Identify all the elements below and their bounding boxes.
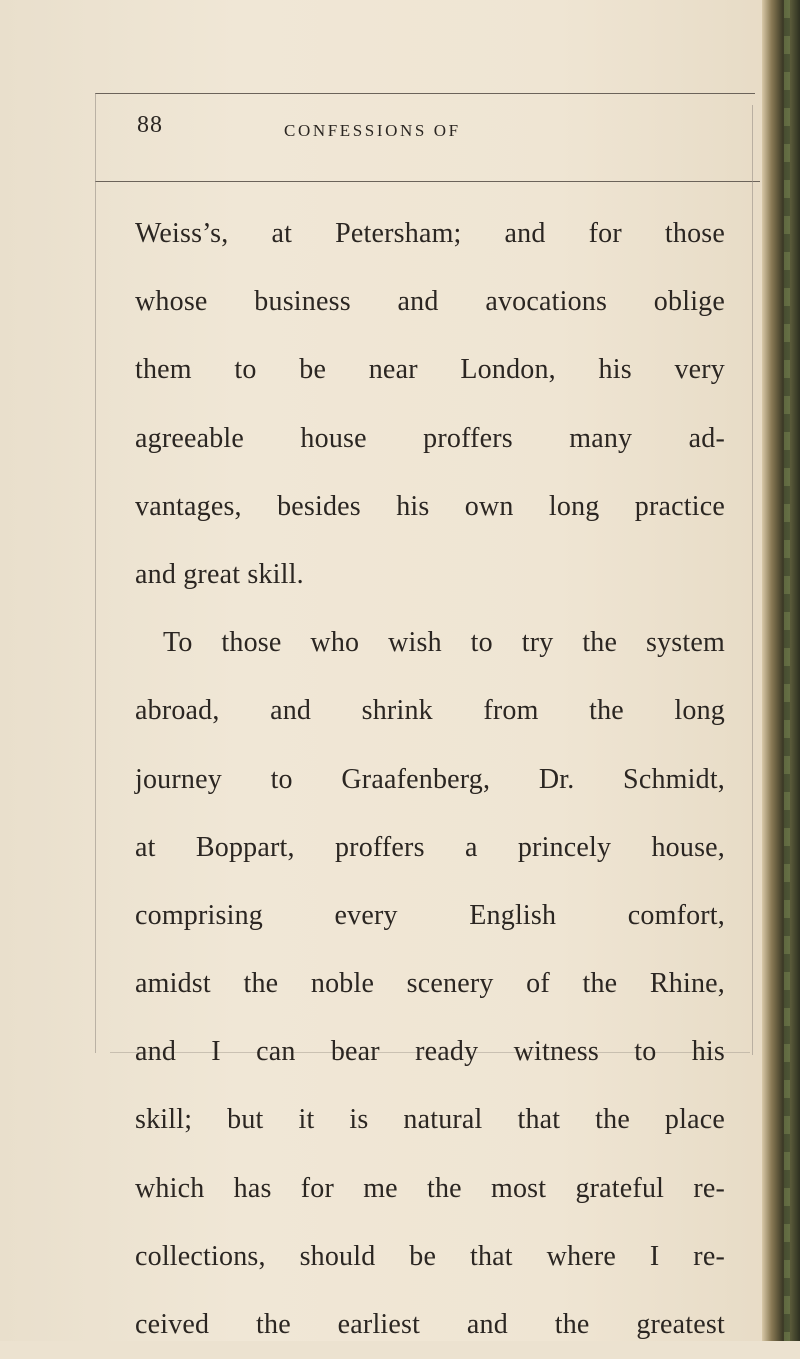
text-line: and great skill. xyxy=(135,558,304,590)
book-binding-edge xyxy=(762,0,800,1341)
text-line: ceived the earliest and the greatest xyxy=(135,1309,725,1340)
text-line: at Boppart, proffers a princely house, xyxy=(135,831,725,863)
text-line: amidst the noble scenery of the Rhine, xyxy=(135,968,725,1000)
text-line: them to be near London, his very xyxy=(135,354,725,386)
text-line: vantages, besides his own long practice xyxy=(135,490,725,522)
text-line: abroad, and shrink from the long xyxy=(135,695,725,727)
body-text xyxy=(135,200,725,1359)
page-number: 88 xyxy=(137,112,163,138)
page-frame-left-edge xyxy=(95,93,96,1053)
running-head: CONFESSIONS OF xyxy=(284,121,461,140)
text-line: which has for me the most grateful re- xyxy=(135,1172,725,1204)
text-line: Weiss’s, at Petersham; and for those xyxy=(135,218,725,249)
page-frame-right-edge xyxy=(752,105,753,1055)
text-line: whose business and avocations oblige xyxy=(135,286,725,318)
text-line: and I can bear ready witness to his xyxy=(135,1036,725,1068)
text-line: skill; but it is natural that the place xyxy=(135,1104,725,1136)
text-line: collections, should be that where I re- xyxy=(135,1240,725,1272)
binding-texture xyxy=(784,0,790,1341)
text-line: comprising every English comfort, xyxy=(135,899,725,931)
header-rule xyxy=(95,181,760,182)
page-frame-top-rule xyxy=(95,93,755,94)
text-line: To those who wish to try the system xyxy=(163,627,725,659)
text-line: journey to Graafenberg, Dr. Schmidt, xyxy=(135,763,725,795)
text-line: agreeable house proffers many ad- xyxy=(135,422,725,454)
